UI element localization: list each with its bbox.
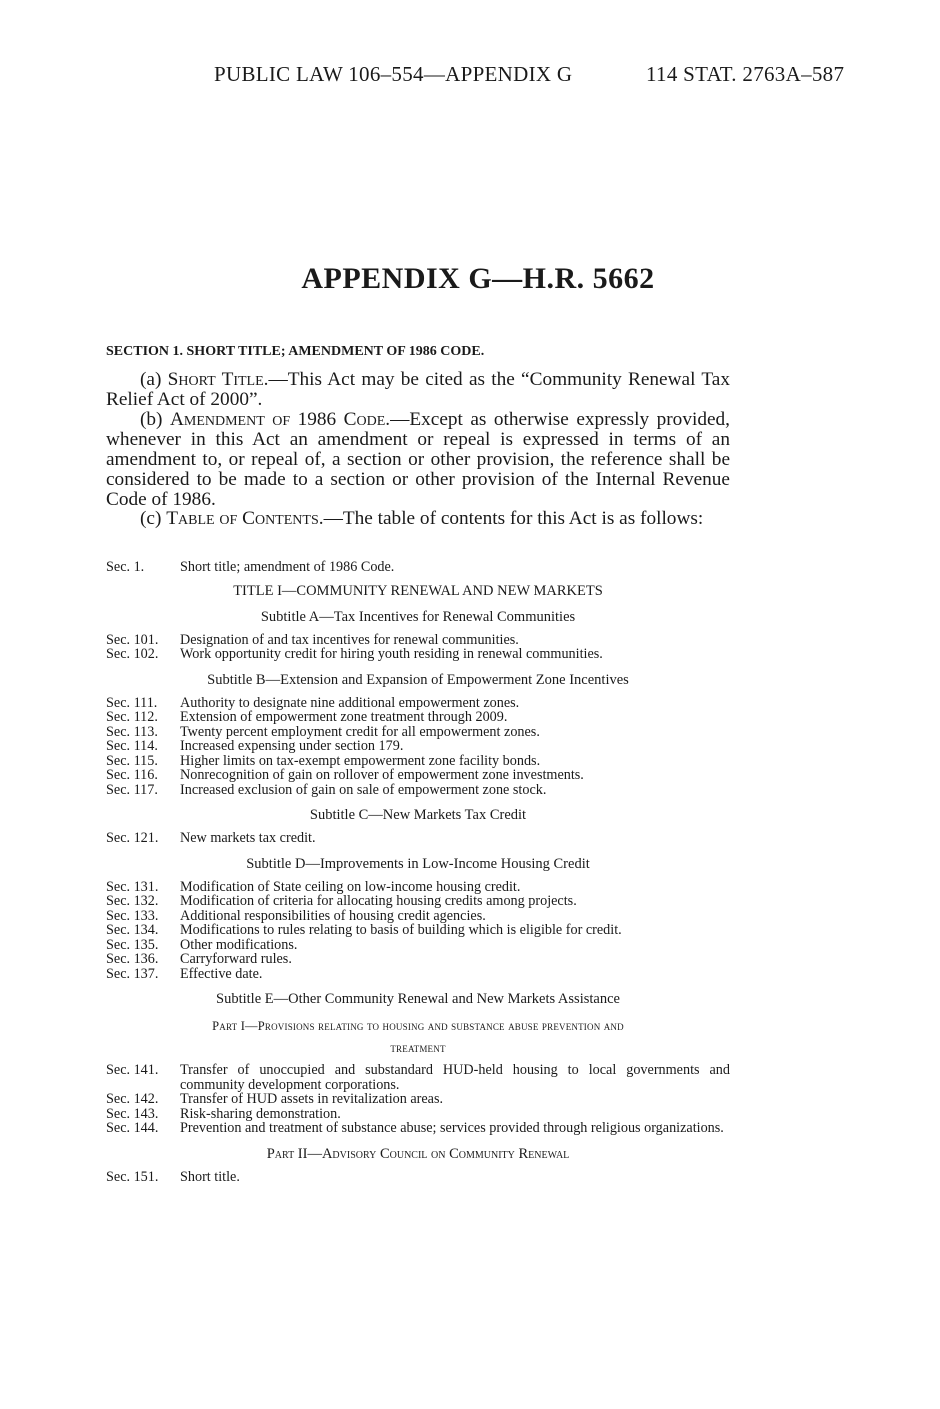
toc-entry-number: Sec. 102. — [106, 646, 159, 662]
paragraph-c-marker: (c) — [140, 508, 162, 529]
toc-entry — [106, 1121, 730, 1136]
toc-entry-number: Sec. 111. — [106, 694, 158, 711]
toc-entry — [106, 1170, 730, 1185]
toc-entry-number: Sec. 135. — [106, 936, 159, 953]
paragraph-b-marker: (b) — [140, 409, 163, 430]
toc-entry-number: Sec. 143. — [106, 1105, 159, 1122]
toc-entry-text: Increased expensing under section 179. — [180, 738, 404, 754]
toc-entry-number: Sec. 132. — [106, 893, 159, 909]
appendix-title: APPENDIX G—H.R. 5662 — [301, 262, 655, 295]
toc-entry-number: Sec. 112. — [106, 709, 158, 725]
toc-subtitle-heading: Subtitle B—Extension and Expansion of Empowerment Zone Incentives — [207, 671, 629, 688]
toc-subtitle-heading: Subtitle C—New Markets Tax Credit — [309, 807, 527, 823]
toc-subtitle-d-list — [106, 880, 730, 982]
toc-entry — [106, 725, 730, 740]
toc-entry-number: Sec. 133. — [106, 907, 159, 924]
toc-entry — [106, 696, 730, 711]
toc-entry-number: Sec. 141. — [106, 1062, 159, 1078]
toc-entry-number: Sec. 1. — [106, 559, 145, 575]
toc-part-heading — [106, 1015, 730, 1059]
toc-entry-text: Modification of State ceiling on low-income housing credit. — [180, 878, 521, 895]
toc-entry-number: Sec. 113. — [106, 723, 158, 740]
toc-entry — [106, 710, 730, 725]
toc-entry-number: Sec. 116. — [106, 767, 158, 783]
toc-entry-text: Work opportunity credit for hiring youth residing in renewal communities. — [180, 646, 603, 662]
running-header — [214, 62, 874, 87]
toc-entry — [106, 909, 730, 924]
toc-entry — [106, 952, 730, 967]
paragraph-a-heading: Short Title. — [167, 369, 269, 390]
toc-entry-text: Short title; amendment of 1986 Code. — [180, 559, 395, 575]
toc-subtitle-a-list — [106, 633, 730, 662]
toc-title-heading: TITLE I—COMMUNITY RENEWAL AND NEW MARKETS — [233, 582, 603, 599]
toc-entry-number: Sec. 115. — [106, 752, 158, 769]
toc-entry — [106, 1107, 730, 1122]
toc-entry — [106, 923, 730, 938]
toc-entry-number: Sec. 134. — [106, 922, 159, 938]
toc-entry-text: Short title. — [180, 1168, 240, 1185]
toc-entry-text: Transfer of unoccupied and substandard HUD-held housing to local governments and community development corporations. — [180, 1062, 730, 1093]
header-stat-citation: 114 STAT. 2763A–587 — [646, 62, 845, 86]
toc-entry-text: Extension of empowerment zone treatment through 2009. — [180, 709, 508, 725]
toc-entry-text: New markets tax credit. — [180, 830, 316, 846]
toc-entry — [106, 831, 730, 846]
toc-entry — [106, 938, 730, 953]
toc-entry — [106, 647, 730, 662]
toc-entry — [106, 894, 730, 909]
toc-entry-text: Nonrecognition of gain on rollover of empowerment zone investments. — [180, 767, 584, 783]
toc-entry-text: Twenty percent employment credit for all empowerment zones. — [180, 723, 540, 740]
toc-entry-text: Modifications to rules relating to basis of building which is eligible for credit. — [180, 922, 622, 938]
paragraph-b-heading: Amendment of 1986 Code. — [169, 409, 391, 430]
paragraph-a-marker: (a) — [140, 369, 162, 390]
paragraph-b — [106, 410, 730, 510]
toc-entry — [106, 880, 730, 895]
toc-entry-number: Sec. 131. — [106, 878, 159, 895]
paragraph-c-heading: Table of Contents. — [166, 508, 324, 529]
toc-part-heading-line: treatment — [390, 1041, 446, 1055]
toc-entry-number: Sec. 117. — [106, 781, 158, 798]
toc-entry-text: Additional responsibilities of housing credit agencies. — [180, 907, 486, 924]
toc-entry — [106, 768, 730, 783]
toc-entry-text: Increased exclusion of gain on sale of empowerment zone stock. — [180, 781, 547, 798]
toc-part-heading-line: Part I—Provisions relating to housing and substance abuse prevention and — [212, 1019, 624, 1033]
toc-subtitle-heading: Subtitle E—Other Community Renewal and New Markets Assistance — [216, 991, 620, 1007]
paragraph-a-text: —This Act may be cited as the “Community Renewal Tax Relief Act of 2000”. — [106, 369, 730, 410]
toc-entry — [106, 754, 730, 769]
section-heading: SECTION 1. SHORT TITLE; AMENDMENT OF 1986 CODE. — [106, 344, 485, 359]
toc-entry — [106, 633, 730, 648]
toc-entry — [106, 560, 730, 575]
paragraph-a — [106, 370, 730, 410]
toc-subtitle-b-list — [106, 696, 730, 798]
toc-entry-number: Sec. 137. — [106, 965, 159, 982]
toc-entry — [106, 1092, 730, 1107]
toc-entry — [106, 1063, 730, 1092]
toc-entry-text: Effective date. — [180, 965, 263, 982]
toc-entry-number: Sec. 142. — [106, 1091, 159, 1107]
table-of-contents — [106, 560, 730, 1184]
toc-part-1-list — [106, 1063, 730, 1136]
toc-entry-text: Modification of criteria for allocating housing credits among projects. — [180, 893, 577, 909]
toc-entry-number: Sec. 151. — [106, 1168, 159, 1185]
toc-entry-text: Higher limits on tax-exempt empowerment zone facility bonds. — [180, 752, 541, 769]
paragraph-c-text: —The table of contents for this Act is as follows: — [323, 508, 704, 529]
toc-entry-text: Designation of and tax incentives for renewal communities. — [180, 631, 519, 648]
toc-entry-text: Carryforward rules. — [180, 951, 292, 967]
toc-entry — [106, 783, 730, 798]
toc-entry-text: Risk-sharing demonstration. — [180, 1105, 341, 1122]
header-law-citation: PUBLIC LAW 106–554—APPENDIX G — [214, 62, 573, 86]
toc-entry-number: Sec. 144. — [106, 1120, 159, 1136]
toc-entry-text: Prevention and treatment of substance abuse; services provided through religious organizations. — [180, 1120, 724, 1136]
toc-part-heading: Part II—Advisory Council on Community Renewal — [266, 1145, 570, 1162]
toc-subtitle-heading: Subtitle D—Improvements in Low-Income Housing Credit — [246, 855, 590, 872]
paragraph-c — [106, 509, 730, 529]
toc-entry-number: Sec. 136. — [106, 951, 159, 967]
toc-entry-number: Sec. 121. — [106, 830, 159, 846]
toc-entry — [106, 967, 730, 982]
toc-entry-number: Sec. 101. — [106, 631, 159, 648]
toc-entry-text: Other modifications. — [180, 936, 298, 953]
paragraph-b-text: —Except as otherwise expressly provided, whenever in this Act an amendment or repeal is expressed in terms of an amendment to, or repeal of, a section or other provision, the reference shall be considered to be made to a section or other provision of the Internal Revenue Code of 1986. — [106, 409, 730, 510]
toc-entry-text: Authority to designate nine additional empowerment zones. — [180, 694, 520, 711]
toc-subtitle-heading: Subtitle A—Tax Incentives for Renewal Communities — [260, 608, 576, 625]
toc-entry — [106, 739, 730, 754]
toc-entry-number: Sec. 114. — [106, 738, 158, 754]
toc-entry-text: Transfer of HUD assets in revitalization areas. — [180, 1091, 444, 1107]
